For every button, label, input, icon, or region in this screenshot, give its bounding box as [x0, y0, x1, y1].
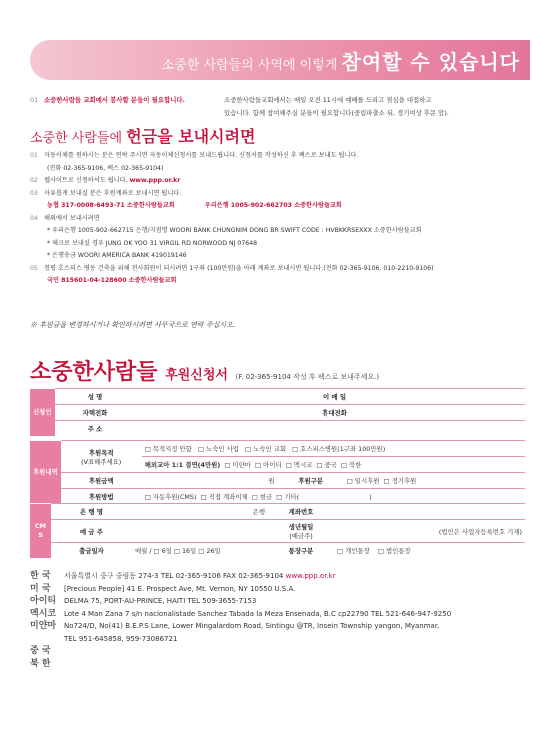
amount-field[interactable]: 원	[142, 473, 278, 489]
address-field[interactable]	[136, 421, 525, 437]
website-link[interactable]: www.ppp.or.kr	[129, 177, 181, 184]
contact-footer: 한 국 서울특별시 중구 중림동 274-3 TEL 02-365-9106 FAX 02-365-9104 www.ppp.or.kr 미 국 [Precious People] 41 E. Prospect Ave, Mt. Vernon, NY 10550 U.S.A. 아이티 DELMA 75, PORT-AU-PRINCE, HAITI TEL 509-3655-7153 멕시코 Lote 4 Man Zana 7 s/n nacionalistade Sanchez Tabada la Meza Ensenada, B.C cp22790 TEL 521-646-947-9250 미얀마 No724/D, No(41) B.E.P.S Lane, Lower Mingalardom Road, Sintingu @TR, Insein Township yangon, Myanmar. TEL 951-645858, 959-73086721 중 국 북 한	[30, 571, 452, 669]
name-field[interactable]	[136, 389, 302, 405]
mobile-field[interactable]	[368, 405, 525, 421]
form-title: 소중한사람들 후원신청서 (F. 02-365-9104 작성 후 팩스로 보내주세요.)	[30, 360, 380, 385]
home-phone-field[interactable]	[136, 405, 302, 421]
email-field[interactable]	[368, 389, 525, 405]
banner	[30, 40, 530, 80]
banner-title: 소중한 사람들의 사역에 이렇게 참여할 수 있습니다	[161, 50, 520, 74]
bank-field[interactable]: 은행	[132, 504, 268, 520]
donation-table: 후원내역 후원목적 (V표해주세요) □ 목적지정 안함 □ 노숙인 사업 □ 노숙인 교회 □ 호스피스병원(1구좌 100만원) 해외교아 1:1 결연(4만원) □ 미얀마 □ 아이티 □ 멕시코 □ 중국 □ 북한 후원금액 원 후원구분 □ 일시후원 □ 정기후원 후원방법 □ 자동후원(CMS) □ 직접 계좌이체 □ 현금 □ 기타( )	[30, 440, 525, 504]
holder-field[interactable]	[132, 520, 268, 543]
notice: ※ 후원금을 변경하시거나 확인하시려면 사무국으로 연락 주십시오.	[30, 321, 236, 329]
applicant-table: 신청인 성 명 이 메 일 자택전화 휴대전화 주 소	[30, 388, 525, 436]
offering-list: 01 자동이체를 원하시는 분은 연락 주시면 자동이체신청서를 보내드립니다. 신청서를 작성하신 후 팩스로 보내도 됩니다. (전화 02-365-9106, 팩스 02-365-9104) 02 웹사이트로 신청하셔도 됩니다. www.ppp.or.kr 03 자유롭게 보내실 분은 후원계좌로 보내시면 됩니다. 농협 317-0008-6493-71 소중한사람들교회 우리은행 1005-902-662703 소중한사람들교회 04 해외에서 보내시려면 * 우리은행 1005-902-662715 은행/지점명 WOORI BANK CHUNGNIM DONG BR SWIFT CODE : HVBKKRSEXXX 소중한사람들교회 * 체크로 보내실 경우 JUNG OK YOO 31 VIRGIL RD NORWOOD NJ 07648 * 은행송금 WOORI AMERICA BANK 419019146 05 청평 호스피스 병동 건축을 위해 전사회원이 되시려면 1구좌 (100만원)을 아래 계좌로 보내시면 됩니다.(전화 02-365-9106, 010-2210-9106) 국민 815601-04-128600 소중한사람들교회	[30, 152, 434, 284]
cms-table: CMS 은 행 명 은행 계좌번호 예 금 주 생년월일 (예금주) (법인은 사업자등록번호 기재) 출금일자 매월 / □ 6일 □ 16일 □ 26일 통장구분 □ 개인통장 □ 법인통장	[30, 503, 525, 558]
offering-heading: 소중한 사람들에 헌금을 보내시려면	[30, 127, 256, 146]
volunteer-section: 01 소중한사람들 교회에서 봉사할 분들이 필요합니다. 소중한사람들교회에서는 매일 오전 11시에 예배를 드리고 점심을 대접하고 있습니다. 함께 참여해주실 분들이 필요합니다(중림파출소 뒤, 경기여상 후문 앞).	[30, 96, 449, 117]
account-field[interactable]	[334, 504, 525, 520]
